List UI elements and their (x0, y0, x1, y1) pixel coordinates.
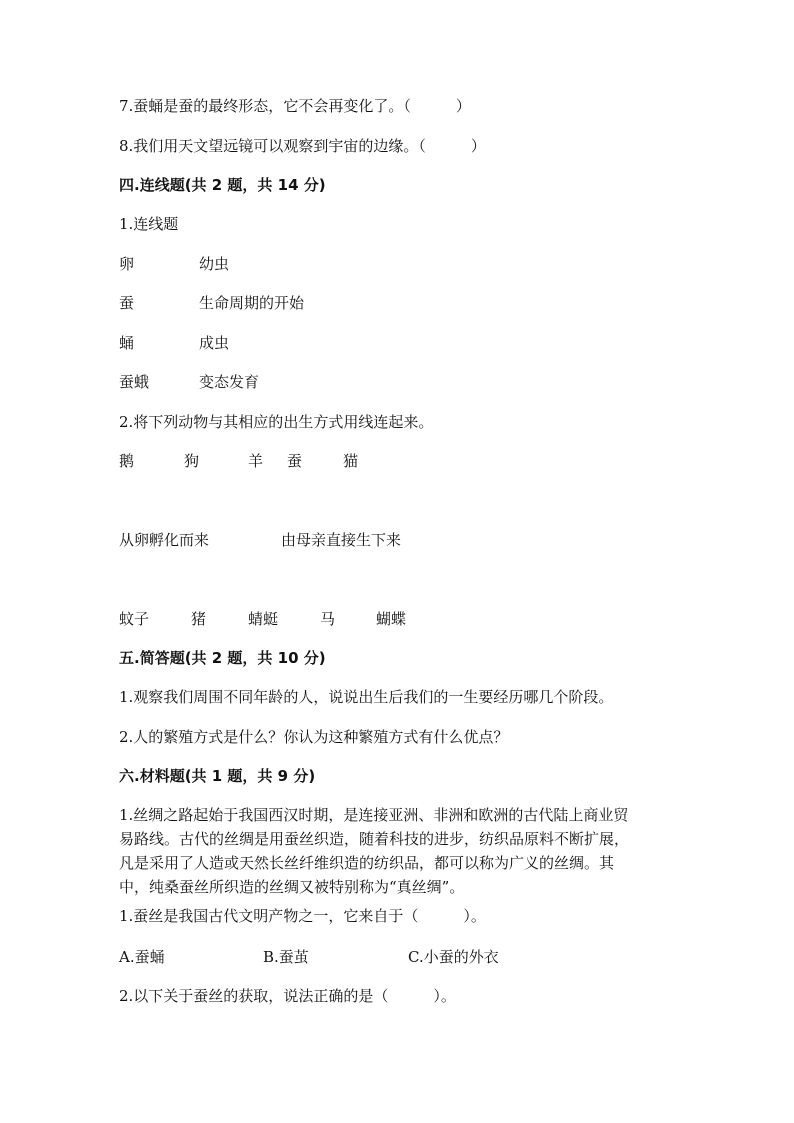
short-answer-question-2: 2.人的繁殖方式是什么？你认为这种繁殖方式有什么优点？ (119, 728, 509, 746)
section-5-heading: 五.简答题(共 2 题，共 10 分) (119, 649, 326, 667)
section-6-heading: 六.材料题(共 1 题，共 9 分) (119, 767, 316, 785)
material-line: 1.丝绸之路起始于我国西汉时期，是连接亚洲、非洲和欧洲的古代陆上商业贸 (119, 806, 629, 824)
material-sub-question-2: 2.以下关于蚕丝的获取，说法正确的是（ ）。 (119, 987, 456, 1005)
option-b: B.蚕茧 (263, 948, 309, 966)
animal-bottom-item: 蚊子 (119, 610, 150, 628)
material-line: 凡是采用了人造或天然长丝纤维织造的纺织品，都可以称为广义的丝绸。其 (119, 854, 615, 872)
option-c: C.小蚕的外衣 (408, 948, 499, 966)
match-right-item: 成虫 (199, 334, 230, 352)
short-answer-question-1: 1.观察我们周围不同年龄的人，说说出生后我们的一生要经历哪几个阶段。 (119, 688, 614, 706)
animal-top-item: 狗 (184, 452, 200, 470)
material-passage (119, 803, 679, 899)
match-left-item: 蚕蛾 (119, 373, 150, 391)
animal-bottom-item: 蝴蝶 (376, 610, 407, 628)
birth-mode-item: 由母亲直接生下来 (281, 531, 402, 549)
option-a: A.蚕蛹 (119, 948, 165, 966)
animal-bottom-item: 蜻蜓 (248, 610, 279, 628)
animal-top-item: 鹅 (119, 452, 135, 470)
animal-bottom-item: 猪 (191, 610, 207, 628)
match-left-item: 卵 (119, 255, 135, 273)
judge-question-8: 8.我们用天文望远镜可以观察到宇宙的边缘。（ ） (119, 137, 486, 155)
animal-top-item: 蚕 (287, 452, 303, 470)
birth-mode-item: 从卵孵化而来 (119, 531, 210, 549)
animal-top-item: 羊 (248, 452, 264, 470)
material-line: 易路线。古代的丝绸是用蚕丝织造，随着科技的进步，纺织品原料不断扩展， (119, 830, 630, 848)
match-question-1-title: 1.连线题 (119, 215, 179, 233)
section-4-heading: 四.连线题(共 2 题，共 14 分) (119, 176, 326, 194)
match-left-item: 蚕 (119, 294, 135, 312)
match-right-item: 生命周期的开始 (199, 294, 305, 312)
material-sub-question-1: 1.蚕丝是我国古代文明产物之一，它来自于（ ）。 (119, 907, 486, 925)
judge-question-7: 7.蚕蛹是蚕的最终形态，它不会再变化了。（ ） (119, 97, 471, 115)
material-line: 中，纯桑蚕丝所织造的丝绸又被特别称为“真丝绸”。 (119, 878, 465, 896)
match-question-2-title: 2.将下列动物与其相应的出生方式用线连起来。 (119, 413, 434, 431)
match-right-item: 变态发育 (199, 373, 260, 391)
match-left-item: 蛹 (119, 334, 135, 352)
animal-bottom-item: 马 (320, 610, 336, 628)
animal-top-item: 猫 (343, 452, 359, 470)
match-right-item: 幼虫 (199, 255, 230, 273)
